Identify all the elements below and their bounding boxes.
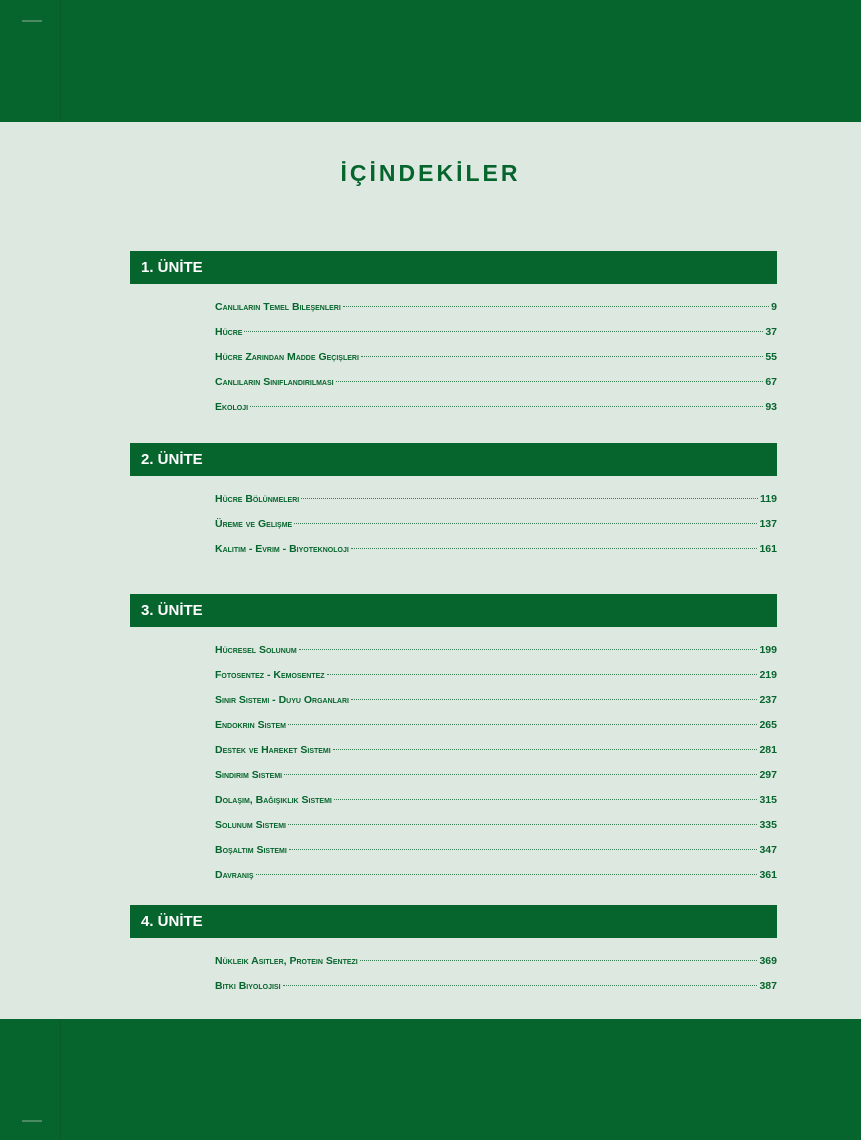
crop-mark: [22, 1120, 42, 1122]
entry-page-number: 281: [759, 744, 777, 756]
entry-list: [215, 487, 777, 562]
entry-title: Ekoloji: [215, 401, 249, 413]
entry-page-number: 9: [771, 301, 777, 313]
entry-page-number: 347: [759, 844, 777, 856]
entry-page-number: 237: [759, 694, 777, 706]
entry-page-number: 37: [765, 326, 777, 338]
toc-entry[interactable]: [215, 974, 777, 999]
entry-page-number: 361: [759, 869, 777, 881]
toc-entry[interactable]: [215, 838, 777, 863]
unit-section: [130, 905, 777, 999]
entry-list: [215, 949, 777, 999]
entry-title: Sinir Sistemi - Duyu Organları: [215, 694, 349, 706]
toc-entry[interactable]: [215, 788, 777, 813]
entry-title: Kalıtım - Evrim - Biyoteknoloji: [215, 543, 349, 555]
toc-entry[interactable]: [215, 763, 777, 788]
entry-page-number: 315: [759, 794, 777, 806]
entry-page-number: 119: [760, 493, 777, 505]
unit-section: [130, 251, 777, 420]
entry-page-number: 55: [765, 351, 777, 363]
entry-title: Hücre: [215, 326, 243, 338]
toc-entry[interactable]: [215, 813, 777, 838]
entry-title: Hücre Bölünmeleri: [215, 493, 300, 505]
dot-leader: [351, 699, 757, 700]
entry-list: [215, 638, 777, 888]
dot-leader: [333, 749, 758, 750]
entry-title: Fotosentez - Kemosentez: [215, 669, 325, 681]
dot-leader: [334, 799, 758, 800]
dot-leader: [360, 960, 758, 961]
dot-leader: [250, 406, 763, 407]
toc-entry[interactable]: [215, 487, 777, 512]
toc-entry[interactable]: [215, 713, 777, 738]
entry-title: Sindirim Sistemi: [215, 769, 283, 781]
toc-entry[interactable]: [215, 512, 777, 537]
dot-leader: [361, 356, 763, 357]
dot-leader: [299, 649, 758, 650]
page-title: İÇİNDEKİLER: [340, 160, 521, 186]
entry-list: [215, 295, 777, 420]
entry-page-number: 199: [759, 644, 777, 656]
entry-title: Hücresel Solunum: [215, 644, 297, 656]
toc-entry[interactable]: [215, 345, 777, 370]
dot-leader: [343, 306, 769, 307]
entry-page-number: 67: [765, 376, 777, 388]
dot-leader: [288, 724, 757, 725]
entry-title: Canlıların Temel Bileşenleri: [215, 301, 341, 313]
entry-title: Endokrin Sistem: [215, 719, 286, 731]
toc-entry[interactable]: [215, 295, 777, 320]
entry-page-number: 161: [759, 543, 777, 555]
dot-leader: [289, 849, 758, 850]
bottom-band: [0, 1019, 861, 1140]
toc-entry[interactable]: [215, 638, 777, 663]
dot-leader: [336, 381, 764, 382]
entry-page-number: 297: [759, 769, 777, 781]
dot-leader: [283, 985, 758, 986]
dot-leader: [327, 674, 758, 675]
toc-entry[interactable]: [215, 395, 777, 420]
entry-title: Davranış: [215, 869, 254, 881]
unit-header: 3. ÜNİTE: [130, 594, 777, 627]
toc-entry[interactable]: [215, 863, 777, 888]
dot-leader: [288, 824, 757, 825]
entry-title: Canlıların Sınıflandırılması: [215, 376, 334, 388]
entry-page-number: 93: [765, 401, 777, 413]
entry-page-number: 335: [759, 819, 777, 831]
unit-section: [130, 443, 777, 562]
toc-entry[interactable]: [215, 949, 777, 974]
toc-entry[interactable]: [215, 370, 777, 395]
entry-page-number: 219: [759, 669, 777, 681]
unit-header: 1. ÜNİTE: [130, 251, 777, 284]
dot-leader: [284, 774, 757, 775]
toc-entry[interactable]: [215, 663, 777, 688]
dot-leader: [256, 874, 758, 875]
dot-leader: [301, 498, 758, 499]
dot-leader: [294, 523, 757, 524]
entry-title: Nükleik Asitler, Protein Sentezi: [215, 955, 358, 967]
unit-section: [130, 594, 777, 888]
crop-mark: [22, 20, 42, 22]
toc-entry[interactable]: [215, 688, 777, 713]
top-band: [0, 0, 861, 122]
entry-title: Destek ve Hareket Sistemi: [215, 744, 331, 756]
toc-entry[interactable]: [215, 537, 777, 562]
entry-title: Boşaltım Sistemi: [215, 844, 287, 856]
toc-entry[interactable]: [215, 320, 777, 345]
dot-leader: [244, 331, 763, 332]
entry-title: Üreme ve Gelişme: [215, 518, 293, 530]
entry-page-number: 387: [759, 980, 777, 992]
dot-leader: [351, 548, 758, 549]
entry-title: Solunum Sistemi: [215, 819, 286, 831]
page-fold-line: [60, 0, 61, 122]
entry-title: Dolaşım, Bağışıklık Sistemi: [215, 794, 332, 806]
unit-header: 4. ÜNİTE: [130, 905, 777, 938]
entry-page-number: 369: [759, 955, 777, 967]
page-fold-line: [60, 1019, 61, 1140]
unit-header: 2. ÜNİTE: [130, 443, 777, 476]
entry-title: Bitki Biyolojisi: [215, 980, 281, 992]
entry-page-number: 265: [759, 719, 777, 731]
toc-entry[interactable]: [215, 738, 777, 763]
entry-title: Hücre Zarından Madde Geçişleri: [215, 351, 359, 363]
entry-page-number: 137: [759, 518, 777, 530]
